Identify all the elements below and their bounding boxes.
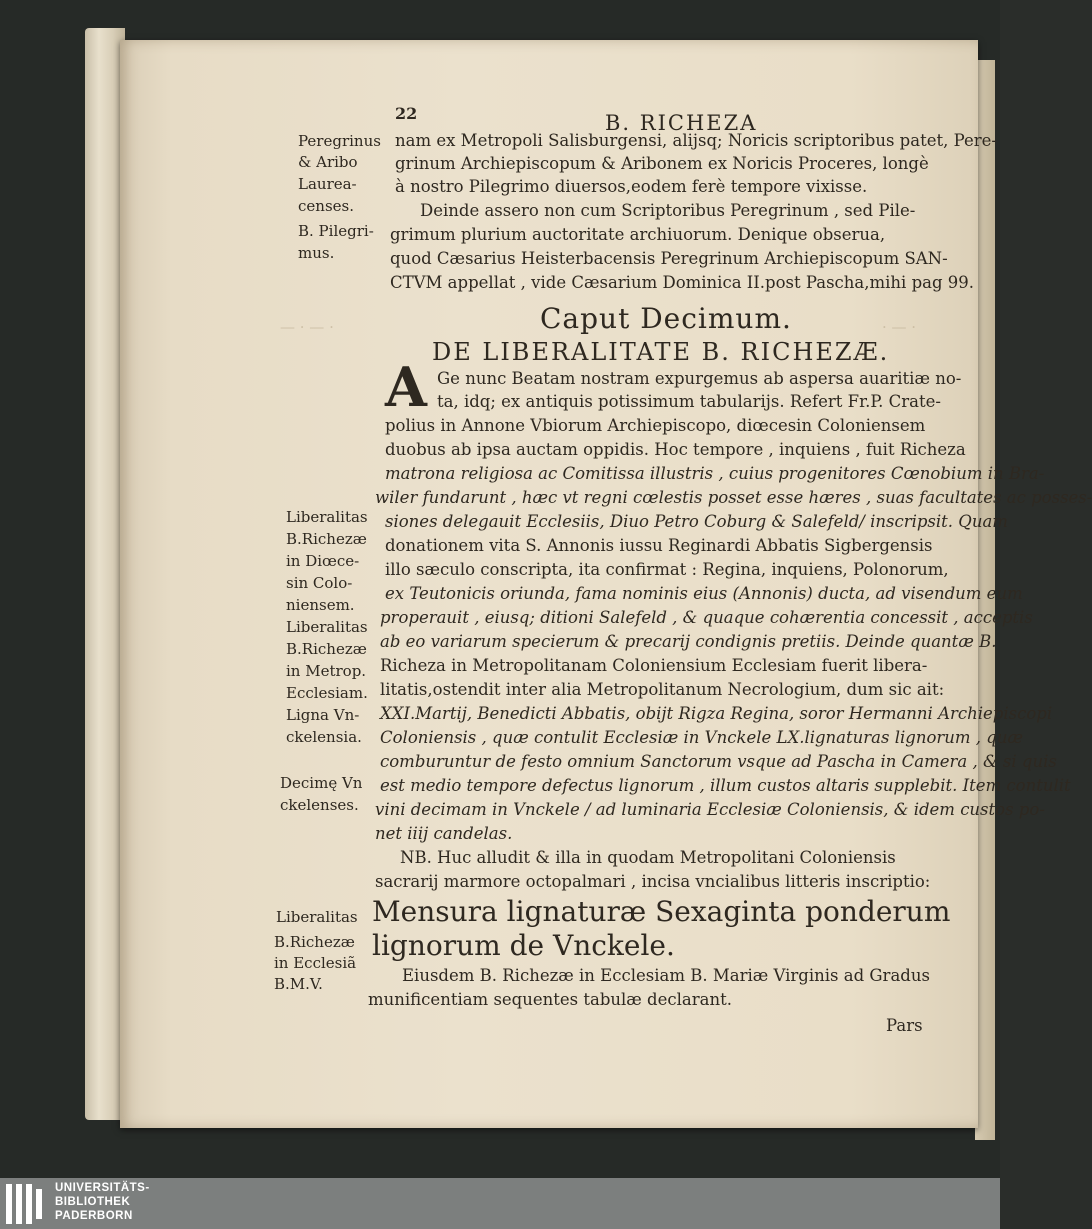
margin-note: mus.	[298, 244, 335, 262]
margin-note: Laurea-	[298, 175, 357, 193]
body-line: litatis,ostendit inter alia Metropolitanum Necrologium, dum sic ait:	[380, 680, 945, 699]
chapter-subtitle: DE LIBERALITATE B. RICHEZÆ.	[432, 338, 890, 366]
drop-cap: A	[385, 355, 427, 419]
margin-note: Liberalitas	[286, 618, 368, 636]
page-number: 22	[395, 104, 418, 123]
margin-note: Ecclesiam.	[286, 684, 368, 702]
body-line: est medio tempore defectus lignorum , illum custos altaris supplebit. Item contulit	[380, 776, 1071, 795]
body-line: Richeza in Metropolitanam Coloniensium Ecclesiam fuerit libera-	[380, 656, 928, 675]
body-line: sacrarij marmore octopalmari , incisa vncialibus litteris inscriptio:	[375, 872, 931, 891]
body-line: ex Teutonicis oriunda, fama nominis eius (Annonis) ducta, ad visendum eum	[385, 584, 1023, 603]
bleed-through-text: · — ·	[882, 318, 917, 336]
body-line: net iiij candelas.	[375, 824, 513, 843]
body-line: Ge nunc Beatam nostram expurgemus ab aspersa auaritiæ no-	[437, 369, 962, 388]
running-head: B. RICHEZA	[605, 111, 758, 135]
margin-note: in Diœce-	[286, 552, 360, 570]
book-spine	[85, 28, 125, 1120]
margin-note: B.Richezæ	[274, 933, 355, 951]
body-line: ab eo variarum specierum & precarij condignis pretiis. Deinde quantæ B.	[380, 632, 997, 651]
margin-note: in Metrop.	[286, 662, 367, 680]
margin-note: Liberalitas	[276, 908, 358, 926]
body-line: matrona religiosa ac Comitissa illustris , cuius progenitores Cœnobium in Bra-	[385, 464, 1045, 483]
body-line: wiler fundarunt , hæc vt regni cœlestis posset esse hæres , suas facultates ac posses-	[375, 488, 1092, 507]
library-logo-icon	[6, 1184, 46, 1224]
body-line: duobus ab ipsa auctam oppidis. Hoc tempore , inquiens , fuit Richeza	[385, 440, 966, 459]
body-line: à nostro Pilegrimo diuersos,eodem ferè tempore vixisse.	[395, 177, 868, 196]
body-line: vini decimam in Vnckele / ad luminaria Ecclesiæ Coloniensis, & idem custos po-	[375, 800, 1045, 819]
body-line: Eiusdem B. Richezæ in Ecclesiam B. Mariæ Virginis ad Gradus	[402, 966, 930, 985]
inscription-line: Mensura lignaturæ Sexaginta ponderum	[372, 895, 951, 928]
margin-note: B. Pilegri-	[298, 222, 374, 240]
inscription-line: lignorum de Vnckele.	[372, 929, 675, 962]
body-line: NB. Huc alludit & illa in quodam Metropolitani Coloniensis	[400, 848, 896, 867]
margin-note: niensem.	[286, 596, 355, 614]
library-name-line: BIBLIOTHEK	[55, 1196, 131, 1208]
body-line: ta, idq; ex antiquis potissimum tabularijs. Refert Fr.P. Crate-	[437, 392, 941, 411]
margin-note: in Ecclesiã	[274, 954, 357, 972]
body-line: polius in Annone Vbiorum Archiepiscopo, diœcesin Coloniensem	[385, 416, 926, 435]
library-name-line: UNIVERSITÄTS-	[55, 1182, 150, 1194]
body-line: donationem vita S. Annonis iussu Reginardi Abbatis Sigbergensis	[385, 536, 933, 555]
body-line: quod Cæsarius Heisterbacensis Peregrinum Archiepiscopum SAN-	[390, 249, 948, 268]
body-line: XXI.Martij, Benedicti Abbatis, obijt Rigza Regina, soror Hermanni Archiepiscopi	[380, 704, 1053, 723]
margin-note: Liberalitas	[286, 508, 368, 526]
margin-note: sin Colo-	[286, 574, 353, 592]
body-line: Deinde assero non cum Scriptoribus Peregrinum , sed Pile-	[420, 201, 916, 220]
margin-note: Ligna Vn-	[286, 706, 360, 724]
margin-note: ckelensia.	[286, 728, 362, 746]
chapter-title: Caput Decimum.	[540, 302, 792, 335]
catchword: Pars	[886, 1016, 923, 1035]
library-name-line: PADERBORN	[55, 1210, 133, 1222]
body-line: illo sæculo conscripta, ita confirmat : Regina, inquiens, Polonorum,	[385, 560, 949, 579]
margin-note: censes.	[298, 197, 354, 215]
body-line: grimum plurium auctoritate archiuorum. Denique obserua,	[390, 225, 886, 244]
margin-note: ckelenses.	[280, 796, 359, 814]
body-line: grinum Archiepiscopum & Aribonem ex Noricis Proceres, longè	[395, 154, 929, 173]
margin-note: & Aribo	[298, 153, 358, 171]
bleed-through-text: — · — ·	[280, 318, 334, 336]
margin-note: Decimę Vn	[280, 774, 363, 792]
margin-note: B.Richezæ	[286, 530, 367, 548]
library-footer	[0, 1178, 1000, 1229]
body-line: munificentiam sequentes tabulæ declarant.	[368, 990, 732, 1009]
margin-note: B.Richezæ	[286, 640, 367, 658]
body-line: comburuntur de festo omnium Sanctorum vsque ad Pascha in Camera , & si quis	[380, 752, 1057, 771]
margin-note: B.M.V.	[274, 975, 323, 993]
body-line: siones delegauit Ecclesiis, Diuo Petro Coburg & Salefeld/ inscripsit. Quam	[385, 512, 1008, 531]
body-line: nam ex Metropoli Salisburgensi, alijsq; Noricis scriptoribus patet, Pere-	[395, 131, 997, 150]
margin-note: Peregrinus	[298, 132, 381, 150]
body-line: properauit , eiusq; ditioni Salefeld , & quaque cohærentia concessit , acceptis	[380, 608, 1033, 627]
body-line: CTVM appellat , vide Cæsarium Dominica II.post Pascha,mihi pag 99.	[390, 273, 975, 292]
body-line: Coloniensis , quæ contulit Ecclesiæ in Vnckele LX.lignaturas lignorum , quæ	[380, 728, 1023, 747]
